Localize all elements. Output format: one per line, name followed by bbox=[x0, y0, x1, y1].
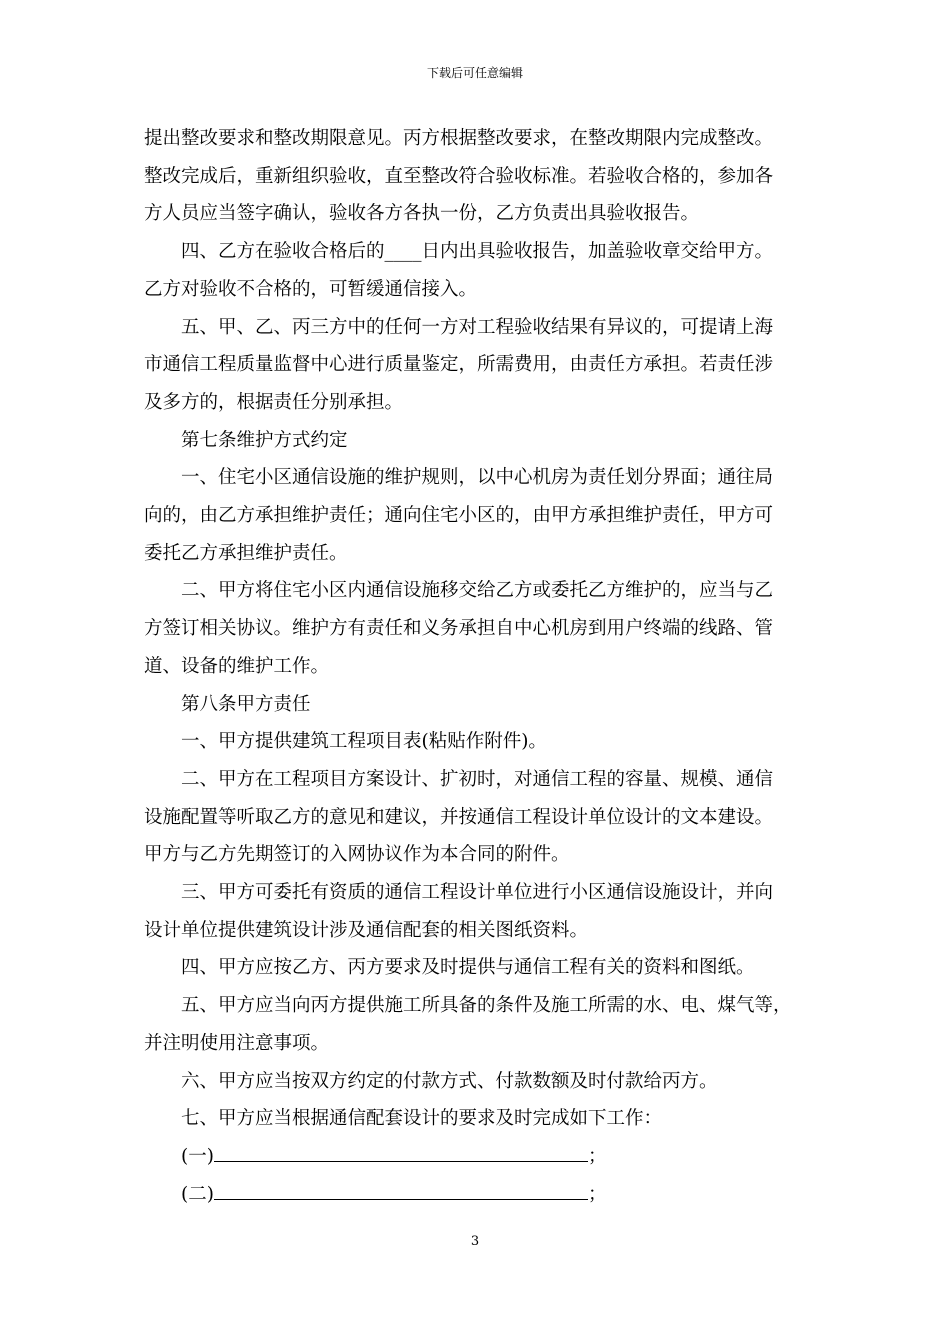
paragraph-line: 五、甲、乙、丙三方中的任何一方对工程验收结果有异议的，可提请上海 bbox=[181, 316, 774, 338]
paragraph-line: 四、甲方应按乙方、丙方要求及时提供与通信工程有关的资料和图纸。 bbox=[181, 957, 755, 979]
paragraph-line: 第八条甲方责任 bbox=[181, 693, 311, 715]
paragraph bbox=[144, 874, 814, 949]
paragraph-line: 五、甲方应当向丙方提供施工所具备的条件及施工所需的水、电、煤气等， bbox=[181, 995, 792, 1017]
paragraph-line: 向的，由乙方承担维护责任；通向住宅小区的，由甲方承担维护责任，甲方可 bbox=[144, 505, 774, 527]
paragraph-line: 委托乙方承担维护责任。 bbox=[144, 542, 348, 564]
paragraph-line: 二、甲方将住宅小区内通信设施移交给乙方或委托乙方维护的，应当与乙 bbox=[181, 580, 774, 602]
paragraph bbox=[144, 459, 814, 572]
paragraph-line: 四、乙方在验收合格后的____日内出具验收报告，加盖验收章交给甲方。 bbox=[181, 241, 774, 263]
fill-in-blank[interactable] bbox=[214, 1179, 588, 1200]
fill-in-label: (一) bbox=[181, 1145, 214, 1167]
paragraph-line: 一、甲方提供建筑工程项目表(粘贴作附件)。 bbox=[181, 731, 547, 753]
paragraph bbox=[144, 949, 814, 987]
paragraph bbox=[144, 1063, 814, 1101]
paragraph-line: 及多方的，根据责任分别承担。 bbox=[144, 391, 404, 413]
paragraph-line: 七、甲方应当根据通信配套设计的要求及时完成如下工作： bbox=[181, 1108, 663, 1130]
paragraph-list bbox=[144, 120, 814, 1138]
page-header: 下载后可任意编辑 bbox=[426, 66, 523, 80]
fill-in-list bbox=[144, 1138, 814, 1213]
paragraph bbox=[144, 1100, 814, 1138]
paragraph-line: 提出整改要求和整改期限意见。丙方根据整改要求，在整改期限内完成整改。 bbox=[144, 128, 774, 149]
paragraph bbox=[144, 686, 814, 724]
fill-in-item bbox=[144, 1176, 814, 1214]
paragraph-line: 二、甲方在工程项目方案设计、扩初时，对通信工程的容量、规模、通信 bbox=[181, 768, 774, 790]
fill-in-suffix: ； bbox=[587, 1183, 607, 1205]
paragraph bbox=[144, 723, 814, 761]
fill-in-suffix: ； bbox=[587, 1145, 607, 1167]
page-number: 3 bbox=[470, 1234, 480, 1249]
paragraph-line: 设施配置等听取乙方的意见和建议，并按通信工程设计单位设计的文本建设。 bbox=[144, 806, 774, 828]
paragraph-line: 市通信工程质量监督中心进行质量鉴定，所需费用，由责任方承担。若责任涉 bbox=[144, 354, 774, 376]
paragraph bbox=[144, 572, 814, 685]
paragraph-line: 六、甲方应当按双方约定的付款方式、付款数额及时付款给丙方。 bbox=[181, 1070, 718, 1092]
fill-in-item bbox=[144, 1138, 814, 1176]
paragraph-line: 设计单位提供建筑设计涉及通信配套的相关图纸资料。 bbox=[144, 919, 589, 941]
paragraph-line: 甲方与乙方先期签订的入网协议作为本合同的附件。 bbox=[144, 844, 570, 866]
paragraph-line: 方人员应当签字确认，验收各方各执一份，乙方负责出具验收报告。 bbox=[144, 203, 700, 225]
paragraph-line: 一、住宅小区通信设施的维护规则，以中心机房为责任划分界面；通往局 bbox=[181, 467, 774, 489]
paragraph bbox=[144, 120, 814, 233]
paragraph-line: 三、甲方可委托有资质的通信工程设计单位进行小区通信设施设计，并向 bbox=[181, 882, 774, 904]
paragraph-line: 并注明使用注意事项。 bbox=[144, 1032, 330, 1054]
paragraph bbox=[144, 987, 814, 1062]
paragraph bbox=[144, 233, 814, 308]
paragraph-line: 乙方对验收不合格的，可暂缓通信接入。 bbox=[144, 278, 478, 300]
paragraph-line: 整改完成后，重新组织验收，直至整改符合验收标准。若验收合格的，参加各 bbox=[144, 165, 774, 187]
document-body bbox=[144, 120, 814, 1213]
paragraph-line: 道、设备的维护工作。 bbox=[144, 655, 330, 677]
fill-in-blank[interactable] bbox=[214, 1141, 588, 1162]
paragraph-line: 第七条维护方式约定 bbox=[181, 429, 348, 451]
paragraph bbox=[144, 422, 814, 460]
fill-in-label: (二) bbox=[181, 1183, 214, 1205]
paragraph bbox=[144, 761, 814, 874]
paragraph bbox=[144, 309, 814, 422]
paragraph-line: 方签订相关协议。维护方有责任和义务承担自中心机房到用户终端的线路、管 bbox=[144, 618, 774, 640]
